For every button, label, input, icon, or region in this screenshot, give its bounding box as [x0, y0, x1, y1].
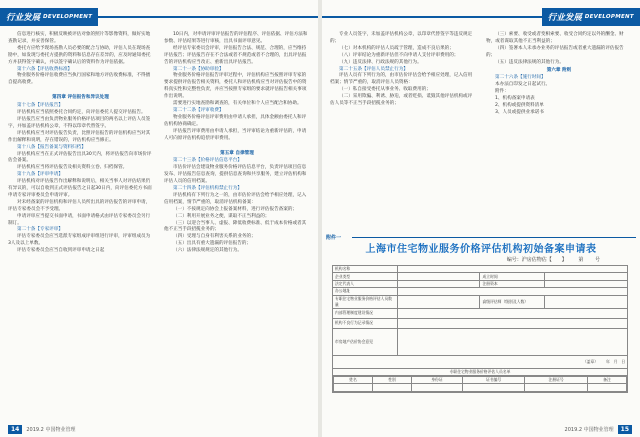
paragraph: 附件： — [495, 89, 509, 95]
staff-cell[interactable] — [462, 384, 525, 391]
form-row — [333, 273, 628, 280]
form-label: 市房地产估价协会意见 — [333, 328, 398, 355]
staff-header: 身份证 — [412, 376, 463, 383]
paragraph: （一）不按规定向协会上报备案材料，进行评估报告备案的； — [173, 206, 298, 212]
form-row — [333, 375, 628, 392]
paragraph: 评估机构对评估报告作出解释和说明后，相关当事人对评估结果仍有异议的，可以自收到正式评估报告之日起30日内，向评估委托方书面申请专家评审委员会申请评审。 — [8, 179, 152, 198]
paragraph: （六）法律法规规定的其他行为。 — [173, 248, 242, 254]
form-label: 办公地址 — [333, 288, 398, 295]
paragraph: 物业服务价格评估报告评审过程中，评估机构应当按照评审专家的要求提供评估报告相关资料，委托人和评估机构应当对评估报告中的资料真实性和完整性负责，并应当按照专家组的要求就评估报告相关事项作出说明。 — [164, 73, 307, 100]
staff-cell[interactable] — [525, 384, 588, 391]
section-title: 行业发展 — [547, 13, 582, 23]
left-column-1 — [8, 32, 153, 255]
header-rule — [322, 16, 542, 18]
paragraph: （七）对本机构的评估人员疏于管理，造成不良后果的； — [339, 45, 454, 51]
paragraph: 信息进行核实，积极反映被评估对象的照片等影像资料，做好实地查勘记录，并妥善保管。 — [8, 32, 151, 44]
form-value[interactable] — [397, 295, 480, 308]
article-heading: 第十六条【评估收费标准】 — [17, 66, 73, 72]
article-heading: 第二十二条【评审收费】 — [173, 107, 224, 113]
header-rule — [98, 16, 318, 18]
staff-caption: 专职住宅物业服务价格评估人员名单 — [333, 368, 628, 375]
section-title: 行业发展 — [6, 13, 41, 23]
right-header — [322, 8, 640, 26]
page-number: 15 — [618, 425, 632, 434]
form-row — [333, 295, 628, 308]
right-column-1 — [330, 32, 475, 108]
article-heading: 第二十一条【协助审验】 — [173, 66, 224, 72]
spacer — [164, 143, 310, 150]
paragraph: （九）违反法律、行政法规的其他行为。 — [339, 59, 422, 65]
paragraph: 对未经备案的评估机构和评估人员所出具的评估报告的评审申请，评估专家委员会不予受理。 — [8, 199, 151, 212]
form-row — [333, 288, 628, 295]
right-column-2 — [486, 32, 632, 117]
left-header — [0, 8, 318, 26]
paragraph: （八）评审结论为重新评估但不向申请人支付评审费用的； — [339, 52, 459, 58]
staff-table — [333, 376, 627, 392]
article-heading: 第十八条【报告备案与资料归档】 — [17, 144, 86, 150]
section-title-en: DEVELOPMENT — [43, 14, 93, 20]
paragraph: 本办法自印发之日起试行。 — [495, 82, 551, 88]
paragraph: （五）出具有重大遗漏的评估报告的； — [173, 241, 252, 247]
form-row — [333, 318, 628, 328]
paragraph: 评估机构应当对评估报告负责，比照评估报告的评估机构应当对其作出解释和说明，存在错误的，评估机构应当修正。 — [8, 130, 151, 143]
form-value[interactable] — [397, 308, 627, 318]
paragraph: 评估报告应当由负责物业服务价格评估项目的两名以上评估人员签字，并加盖评估机构公章，不得以印章代替签字。 — [8, 116, 151, 129]
seal-text: （盖章） — [582, 358, 599, 364]
staff-cell[interactable] — [412, 384, 463, 391]
serial-bracket: 】 — [561, 257, 567, 263]
chapter-heading: 第六章 附则 — [546, 67, 572, 73]
page-number: 14 — [8, 425, 22, 434]
spacer — [8, 87, 153, 94]
issue-meta: 2019.2 中国物业管理 — [26, 427, 76, 433]
article-heading: 第二十三条【价格评估信息平台】 — [173, 158, 242, 164]
form-value[interactable] — [397, 328, 627, 355]
form-value[interactable] — [397, 318, 627, 328]
chapter-heading: 第四章 评估报告和异议处理 — [52, 95, 109, 101]
chapter-heading: 第五章 自律管理 — [220, 150, 254, 156]
staff-row — [334, 384, 627, 391]
form-label: 成立时间 — [480, 273, 545, 280]
staff-cell[interactable] — [587, 384, 626, 391]
form-label: 机构不良行为记录情况 — [333, 318, 398, 328]
article-heading: 第十九条【评审申请】 — [17, 172, 63, 178]
form-value[interactable] — [397, 280, 480, 287]
form-label: 机构名称 — [333, 266, 398, 273]
paragraph: 专业人员签字，未加盖评估机构公章，以印章代替签字等违反规定的； — [330, 32, 473, 44]
form-row — [333, 328, 628, 355]
paragraph: 评估机构应当依照委托合同约定，向评估委托人提交评估报告。 — [17, 110, 146, 116]
paragraph: （三）索要、收受或者变相索要、收受合同约定以外的酬金、财物，或者谋取其他不正当利益的； — [486, 32, 624, 44]
paragraph: 1、机构备案申请表 — [495, 96, 535, 102]
form-row — [333, 368, 628, 375]
form-label: 专职住宅物业服务价格评估人员数量 — [333, 295, 398, 308]
form-label: 法定代表人 — [333, 280, 398, 287]
serial-label: 编号：沪房估物估【 — [506, 257, 552, 263]
paragraph: （二）利用开展业务之便，谋取不正当利益的； — [173, 213, 270, 219]
paragraph: （一）私自接受委托从事业务、收取费用的； — [339, 87, 431, 93]
staff-cell[interactable] — [334, 384, 373, 391]
form-row — [333, 266, 628, 273]
paragraph: 申请评审应当提交书面申请，书面申请格式由评估专家委员会另行制订。 — [8, 213, 151, 226]
form-label: 注册资本 — [480, 280, 545, 287]
article-heading: 第二十五条【评估人员禁止行为】 — [339, 66, 408, 72]
attachment-rule — [352, 237, 636, 238]
right-footer — [561, 425, 632, 434]
form-value[interactable] — [397, 266, 627, 273]
article-heading: 第二十六条【施行时间】 — [495, 75, 546, 81]
paragraph: 评估机构有下列行为之一的，由市估价评估会给予相应处理，记入信用档案，情节严重的，取消评估机构备案： — [164, 192, 307, 205]
form-label: 企业类型 — [333, 273, 398, 280]
paragraph: （三）以迎合当事人、虚报、降低收费标准、低于成本价格或者其他不正当手段招揽业务的； — [164, 220, 307, 233]
form-value[interactable] — [397, 288, 627, 295]
paragraph: 评估机构应当在正式评估报告出具30天内，将评估报告向市场价评估会备案。 — [8, 151, 152, 164]
paragraph: （二）采用欺骗、利诱、胁迫，或者贬损、诋毁其他评估机构或评估人员等不正当手段招揽业务的； — [330, 94, 473, 107]
paragraph: 评估专家委员会应当选派专家组成评审组进行评审，评审组成员为3人及以上单数。 — [8, 234, 151, 247]
paragraph: 评估机构应当将评估报告及相关资料立卷、归档保管。 — [17, 165, 128, 171]
staff-row — [334, 376, 627, 383]
paragraph: （五）违反法律法规的其他行为。 — [495, 59, 564, 65]
article-heading: 第二十四条【评估机构禁止行为】 — [173, 186, 242, 192]
form-value[interactable] — [545, 280, 628, 287]
form-label: 内部管理制度建设情况 — [333, 308, 398, 318]
seal-cell — [333, 355, 628, 368]
date-text: 年 月 日 — [606, 358, 625, 364]
form-row — [333, 355, 628, 368]
paragraph: 委托方应给予现场查勘人员必要的配合与协助，评估人员在现场查勘中，如发现与委托方提供的资料和信息存在差异的，应及时通知委托方并获得签字确认，并以签字确认后的资料作为评估依据。 — [8, 45, 151, 65]
staff-header: 姓名 — [334, 376, 373, 383]
article-heading: 第十七条【评估报告】 — [17, 103, 63, 109]
paragraph: （四）签署本人未承办业务的评估报告或者重大遗漏的评估报告的； — [486, 45, 624, 58]
staff-header: 备注 — [587, 376, 626, 383]
staff-header: 注册证号 — [525, 376, 588, 383]
paragraph: 需要进行实地查勘和调查的，有关单位和个人应当配合和协助。 — [173, 101, 302, 107]
paragraph: 物业服务价格评估评审费用由申请人承担，具体金额由委托人和评估机构协商确定。 — [164, 114, 307, 127]
staff-table-cell — [333, 375, 628, 392]
section-tab — [542, 8, 640, 26]
section-tab — [0, 8, 98, 26]
paragraph: 10日内，对申请评审评估报告的评估程序、评估依据、评估方法和参数、评估结果等进行审核，出具书面评审意见。 — [164, 32, 308, 44]
application-form-table — [332, 265, 628, 393]
section-title-en: DEVELOPMENT — [584, 14, 634, 20]
staff-cell[interactable] — [373, 384, 412, 391]
paragraph: 物业服务价格评估收费应当执行国家和地方评估收费标准，不得擅自提高收费。 — [8, 73, 151, 86]
form-row — [333, 280, 628, 287]
left-page — [0, 0, 318, 437]
paragraph: （四）受理与自身有利害关系的业务的； — [173, 234, 256, 240]
left-column-2 — [164, 32, 310, 255]
form-value[interactable] — [545, 295, 628, 308]
paragraph: 2、机构或提供资料清单 — [495, 103, 544, 109]
article-heading: 第二十条【专家评审】 — [17, 227, 63, 233]
form-label: 高级评估师（级别及人数） — [480, 295, 545, 308]
paragraph: 经评估专家委员会评审，评估报告合法、规范、合理的，应当维持评估报告；评估报告存在不合法或者不规范或者不合理的，出具评估报告的评估机构应当改正、重新出具评估报告。 — [164, 45, 307, 65]
form-title: 上海市住宅物业服务价格评估机构初始备案申请表 — [365, 244, 597, 255]
form-value[interactable] — [397, 273, 480, 280]
left-footer — [8, 425, 79, 434]
right-page — [322, 0, 640, 437]
serial-no: 第 — [578, 257, 584, 263]
issue-meta: 2019.2 中国物业管理 — [564, 427, 614, 433]
form-serial — [497, 256, 600, 263]
paragraph: 3、人员或提供业承诺书 — [495, 109, 544, 115]
serial-suffix: 号 — [594, 257, 600, 263]
paragraph: 市估价评估会建设物业服务价格评估信息平台，负责评估项目信息发布、评估报告信息查询，提供信息查询和共享服务，建立评估机构和评估人员的信用档案。 — [164, 165, 307, 185]
form-value[interactable] — [545, 273, 628, 280]
attachment-label: 附件一 — [326, 235, 342, 241]
paragraph: 评估人员有下列行为的，由市估价评估会给予相应处理，记入信用档案；情节严重的，取消评估人员资格： — [330, 73, 473, 86]
staff-header: 性别 — [373, 376, 412, 383]
paragraph: 评估专家委员会应当自收到评审申请之日起 — [17, 248, 105, 254]
paragraph: 评估报告评审费用由申请人承担，当评审结论为重新评估的，申请人可向原评估机构追偿评审费用。 — [164, 128, 307, 141]
staff-header: 证书编号 — [462, 376, 525, 383]
form-row — [333, 308, 628, 318]
